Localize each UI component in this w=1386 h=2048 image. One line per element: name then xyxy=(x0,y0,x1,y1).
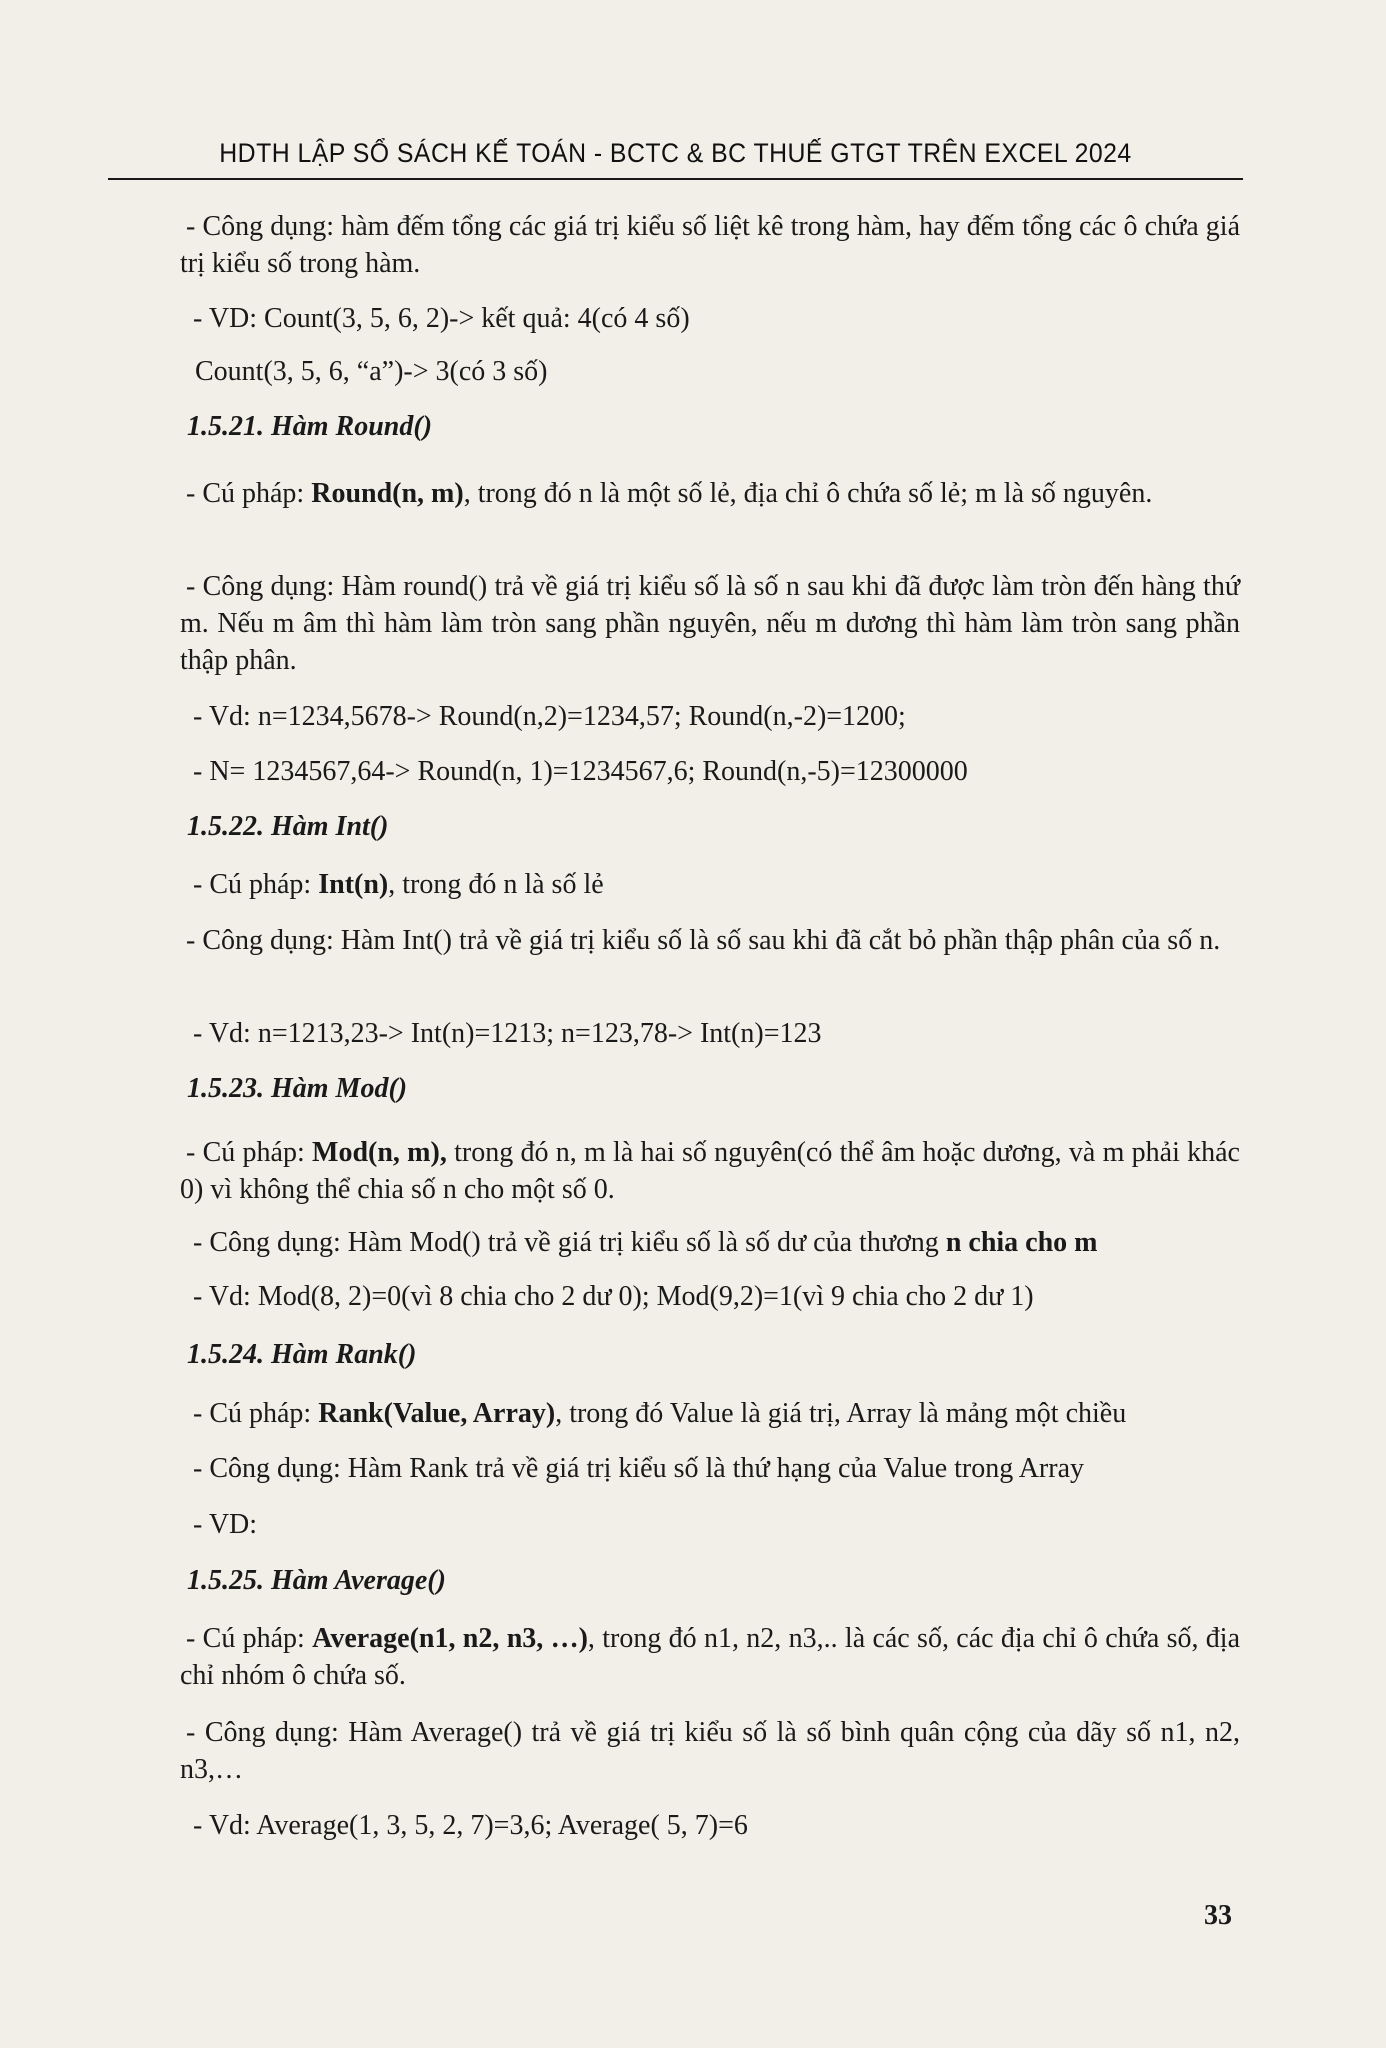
int-syntax xyxy=(193,866,1253,903)
mod-syntax-formula: Mod(n, m), xyxy=(312,1137,447,1168)
rank-syntax-desc: , trong đó Value là giá trị, Array là mảng một chiều xyxy=(555,1398,1127,1429)
round-example-2: - N= 1234567,64-> Round(n, 1)=1234567,6; Round(n,-5)=12300000 xyxy=(193,756,968,787)
average-syntax-prefix: - Cú pháp: xyxy=(186,1623,313,1654)
count-example-2: Count(3, 5, 6, “a”)-> 3(có 3 số) xyxy=(195,356,548,387)
round-heading: 1.5.21. Hàm Round() xyxy=(187,411,433,442)
mod-syntax-prefix: - Cú pháp: xyxy=(186,1137,313,1168)
round-syntax-formula: Round(n, m) xyxy=(311,478,464,509)
rank-example: - VD: xyxy=(193,1509,258,1540)
int-heading: 1.5.22. Hàm Int() xyxy=(187,811,389,842)
count-example-1: - VD: Count(3, 5, 6, 2)-> kết quả: 4(có 4 số) xyxy=(193,303,690,334)
int-example: - Vd: n=1213,23-> Int(n)=1213; n=123,78-> Int(n)=123 xyxy=(193,1018,822,1049)
page-number: 33 xyxy=(1204,1900,1232,1931)
rank-heading: 1.5.24. Hàm Rank() xyxy=(187,1339,417,1370)
average-example: - Vd: Average(1, 3, 5, 2, 7)=3,6; Average( 5, 7)=6 xyxy=(193,1810,748,1841)
round-syntax xyxy=(180,475,1240,512)
rank-syntax xyxy=(193,1395,1253,1432)
mod-heading: 1.5.23. Hàm Mod() xyxy=(187,1073,408,1104)
round-usage: - Công dụng: Hàm round() trả về giá trị kiểu số là số n sau khi đã được làm tròn đến hàng thứ m. Nếu m âm thì hàm làm tròn sang phần nguyên, nếu m dương thì hàm làm tròn sang phần thập phân. xyxy=(180,571,1240,676)
int-syntax-prefix: - Cú pháp: xyxy=(193,869,319,900)
mod-syntax-desc: trong đó n, m là hai số nguyên(có thể âm hoặc dương, và m phải khác 0) vì không thể chia số n cho một số 0. xyxy=(180,1137,1240,1205)
count-usage: - Công dụng: hàm đếm tổng các giá trị kiểu số liệt kê trong hàm, hay đếm tổng các ô chứa giá trị kiểu số trong hàm. xyxy=(180,211,1240,279)
average-syntax-formula: Average(n1, n2, n3, …) xyxy=(312,1623,588,1654)
int-syntax-formula: Int(n) xyxy=(318,869,389,900)
header-rule xyxy=(108,178,1243,180)
average-usage: - Công dụng: Hàm Average() trả về giá trị kiểu số là số bình quân cộng của dãy số n1, n2, n3,… xyxy=(180,1717,1240,1785)
mod-usage-bold: n chia cho m xyxy=(945,1227,1098,1258)
mod-usage-text: - Công dụng: Hàm Mod() trả về giá trị kiểu số là số dư của thương xyxy=(193,1227,946,1258)
int-usage: - Công dụng: Hàm Int() trả về giá trị kiểu số là số sau khi đã cắt bỏ phần thập phân của số n. xyxy=(186,925,1221,956)
round-example-1: - Vd: n=1234,5678-> Round(n,2)=1234,57; Round(n,-2)=1200; xyxy=(193,701,906,732)
rank-syntax-formula: Rank(Value, Array) xyxy=(318,1398,556,1429)
average-syntax xyxy=(180,1620,1240,1694)
round-syntax-prefix: - Cú pháp: xyxy=(186,478,312,509)
mod-example: - Vd: Mod(8, 2)=0(vì 8 chia cho 2 dư 0); Mod(9,2)=1(vì 9 chia cho 2 dư 1) xyxy=(193,1281,1034,1312)
int-syntax-desc: , trong đó n là số lẻ xyxy=(388,869,604,900)
average-syntax-desc: , trong đó n1, n2, n3,.. là các số, các địa chỉ ô chứa số, địa chỉ nhóm ô chứa số. xyxy=(180,1623,1240,1691)
mod-syntax xyxy=(180,1134,1240,1208)
mod-usage xyxy=(193,1224,1253,1261)
rank-usage: - Công dụng: Hàm Rank trả về giá trị kiểu số là thứ hạng của Value trong Array xyxy=(193,1453,1085,1484)
round-syntax-desc: , trong đó n là một số lẻ, địa chỉ ô chứa số lẻ; m là số nguyên. xyxy=(463,478,1153,509)
rank-syntax-prefix: - Cú pháp: xyxy=(193,1398,319,1429)
average-heading: 1.5.25. Hàm Average() xyxy=(187,1565,446,1596)
page-header-title: HDTH LẬP SỔ SÁCH KẾ TOÁN - BCTC & BC THUẾ GTGT TRÊN EXCEL 2024 xyxy=(219,138,1132,168)
